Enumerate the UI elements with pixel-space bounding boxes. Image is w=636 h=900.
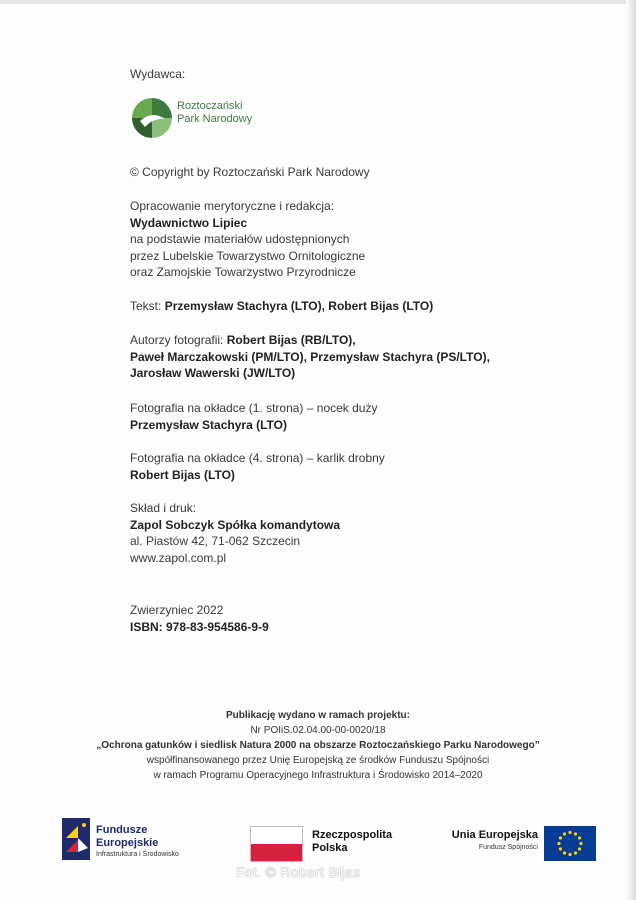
fe-line2: Europejskie [96,836,159,849]
project-programme: w ramach Programu Operacyjnego Infrastruktura i Środowisko 2014–2020 [153,770,483,781]
rp-line1: Rzeczpospolita [312,829,393,841]
project-title: Publikację wydano w ramach projektu: [226,710,410,721]
eu-star [578,847,581,850]
project-cofinance: współfinansowanego przez Unię Europejską ze środków Funduszu Spójności [146,755,490,766]
polish-flag-icon [250,826,303,862]
park-emblem-icon [131,97,173,139]
cover-back-label: Fotografia na okładce (4. strona) – karlik drobny [130,451,385,465]
eu-star [559,836,562,839]
isbn: ISBN: 978-83-954586-9-9 [130,619,269,634]
photo-authors-label: Autorzy fotografii: [130,333,227,347]
ue-line1: Unia Europejska [451,829,538,841]
fe-sub: Infrastruktura i Środowisko [96,851,179,858]
photo-authors-section [130,332,490,382]
rp-line2: Polska [312,842,348,854]
editorial-label: Opracowanie merytoryczne i redakcja: [130,199,335,213]
page-edge-top [0,0,636,4]
editorial-name: Wydawnictwo Lipiec [130,215,248,230]
park-logo-line2: Park Narodowy [177,113,253,125]
ue-sub: Fundusz Spójności [478,844,538,851]
photo-watermark: Fot. © Robert Bijas [236,864,361,880]
eu-star [563,851,566,854]
photo-authors-line2: Paweł Marczakowski (PM/LTO), Przemysław Stachyra (PS/LTO), [130,349,490,364]
eu-flag-icon [544,826,596,861]
eu-star [578,836,581,839]
print-section [130,500,340,566]
eu-star [563,832,566,835]
editorial-line3: oraz Zamojskie Towarzystwo Przyrodnicze [130,265,356,279]
editorial-line2: przez Lubelskie Towarzystwo Ornitologiczne [130,248,366,263]
cover-front-author: Przemysław Stachyra (LTO) [130,417,287,432]
print-address: al. Piastów 42, 71-062 Szczecin [130,534,301,548]
publisher-label: Wydawca: [130,67,186,81]
photo-authors-line3: Jarosław Wawerski (JW/LTO) [130,366,296,380]
text-credit-authors: Przemysław Stachyra (LTO), Robert Bijas (LTO) [164,299,434,313]
editorial-line1: na podstawie materiałów udostępnionych [130,232,350,246]
fe-line1: Fundusze [96,824,148,836]
eu-star [568,853,571,856]
edition-place-year: Zwierzyniec 2022 [130,603,224,617]
eu-star [579,842,582,845]
eu-star [559,847,562,850]
cover-front-section [130,400,377,433]
cover-back-section [130,450,385,483]
eu-star [568,831,571,834]
project-section [0,708,636,783]
text-credit [130,298,433,315]
eu-star [557,842,560,845]
editorial-section [130,198,365,281]
copyright-line: © Copyright by Roztoczański Park Narodowy [130,165,370,179]
unia-europejska-logo [440,826,596,862]
eu-star [574,851,577,854]
edition-section [130,602,269,635]
project-number: Nr POIiS.02.04.00-00-0020/18 [250,725,386,736]
fundusze-europejskie-icon [62,818,90,860]
cover-front-label: Fotografia na okładce (1. strona) – nocek duży [130,401,378,415]
park-logo [131,97,281,141]
park-logo-line1: Roztoczański [177,100,243,112]
fundusze-europejskie-logo [62,818,212,868]
rzeczpospolita-logo [250,826,410,862]
print-label: Skład i druk: [130,501,197,515]
project-name: „Ochrona gatunków i siedlisk Natura 2000 na obszarze Roztoczańskiego Parku Narodowego” [96,740,540,751]
print-company: Zapol Sobczyk Spółka komandytowa [130,517,341,532]
eu-star [574,832,577,835]
print-website: www.zapol.com.pl [130,550,227,565]
photo-authors-line1: Robert Bijas (RB/LTO), [226,333,356,347]
text-credit-label: Tekst: [130,299,165,313]
cover-back-author: Robert Bijas (LTO) [130,467,235,482]
